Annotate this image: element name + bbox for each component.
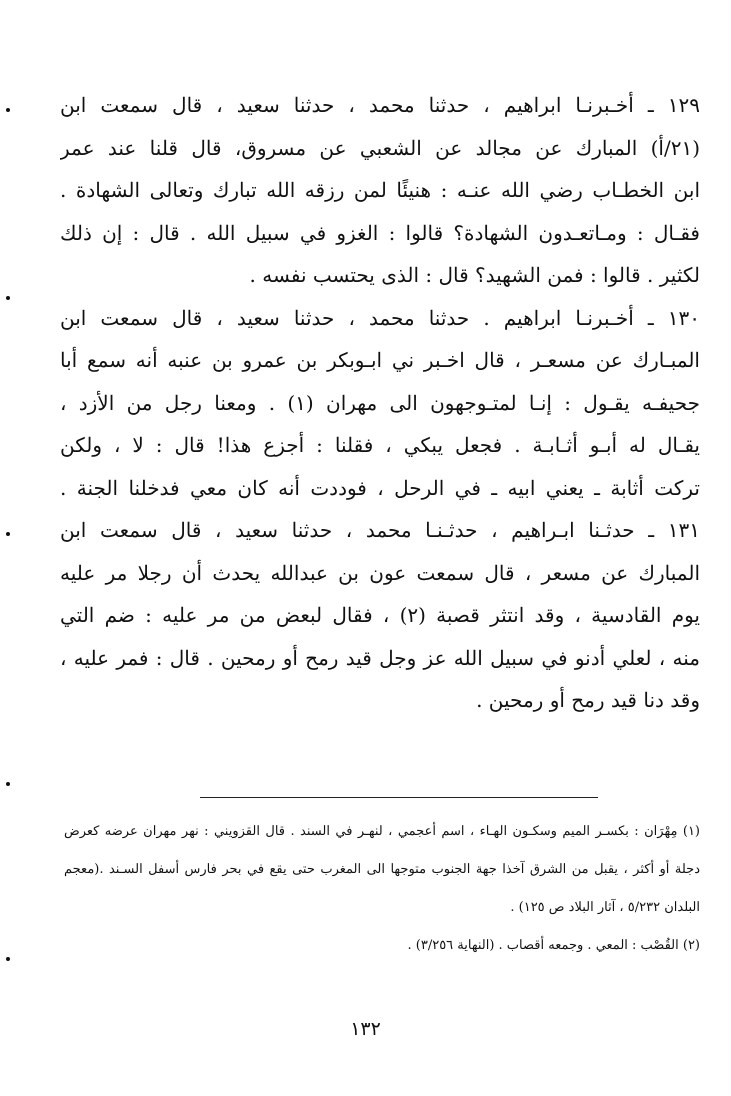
text-line: المبارك عن مسعر ، قال سمعت عون بن عبدالله يحدث أن رجلا مر عليه <box>60 560 700 585</box>
text-line: لكثير . قالوا : فمن الشهيد؟ قال : الذى يحتسب نفسه . <box>249 263 700 287</box>
text-line: ١٢٩ ـ أخـبرنـا ابراهيم ، حدثنا محمد ، حدثنا سعيد ، قال سمعت ابن <box>60 93 700 117</box>
text-line: فقـال : ومـاتعـدون الشهادة؟ قالوا : الغزو في سبيل الله . قال : إن ذلك <box>60 220 700 245</box>
text-line: تركت أثابة ـ يعني ابيه ـ في الرحل ، فوددت أنه كان معي فدخلنا الجنة . <box>60 475 700 500</box>
text-line: جحيفـه يقـول : إنـا لمتـوجهون الى مهران (١) . ومعنا رجل من الأزد ، <box>60 390 700 415</box>
margin-mark-2 <box>6 296 10 300</box>
footnote-divider <box>200 797 598 798</box>
text-line: ١٣٠ ـ أخـبرنـا ابراهيم . حدثنا محمد ، حدثنا سعيد ، قال سمعت ابن <box>60 305 700 330</box>
text-line: ١٣١ ـ حدثـنا ابـراهيم ، حدثـنـا محمد ، حدثنا سعيد ، قال سمعت ابن <box>60 518 700 542</box>
main-text <box>60 84 700 722</box>
footnotes <box>64 818 700 970</box>
text-line: المبـارك عن مسعـر ، قال اخـبر ني ابـوبكر بن عمرو بن عنبه أنه سمع أبا <box>60 348 700 372</box>
margin-mark-4 <box>6 782 10 786</box>
margin-mark-5 <box>6 957 10 961</box>
page-number: ١٣٢ <box>350 1018 381 1040</box>
footnote-line: (١) مِهْرَان : بكسـر الميم وسكـون الهـاء ، اسم أعجمي ، لنهـر في السند . قال القزويني : نهر مهران عرضه كعرض <box>64 824 700 839</box>
text-line: منه ، لعلي أدنو في سبيل الله عز وجل قيد رمح أو رمحين . قال : فمر عليه ، <box>60 645 700 670</box>
text-line: وقد دنا قيد رمح أو رمحين . <box>476 688 700 712</box>
text-line: يوم القادسية ، وقد انتثر قصبة (٢) ، فقال لبعض من مر عليه : ضم التي <box>60 603 700 627</box>
footnote-line: دجلة أو أكثر ، يقبل من الشرق آخذا جهة الجنوب متوجها الى المغرب حتى يقع في بحر فارس أسفل السـند .(معجم <box>64 862 700 877</box>
margin-mark-3 <box>6 532 10 536</box>
text-line: يقـال له أبـو أثـابـة . فجعل يبكي ، فقلنا : أجزع هذا! قال : لا ، ولكن <box>60 433 700 457</box>
margin-mark-1 <box>6 108 10 112</box>
footnote-line: (٢) القُصْب : المعي . وجمعه أقصاب . (النهاية ٣/٢٥٦) . <box>407 938 700 953</box>
text-line: ابن الخطـاب رضي الله عنـه : هنيئًا لمن رزقه الله تبارك وتعالى الشهادة . <box>60 178 700 202</box>
footnote-line: البلدان ٥/٢٣٢ ، آثار البلاد ص ١٢٥) . <box>510 900 700 915</box>
text-line: (٢١/أ) المبارك عن مجالد عن الشعبي عن مسروق، قال قلنا عند عمر <box>60 135 700 160</box>
